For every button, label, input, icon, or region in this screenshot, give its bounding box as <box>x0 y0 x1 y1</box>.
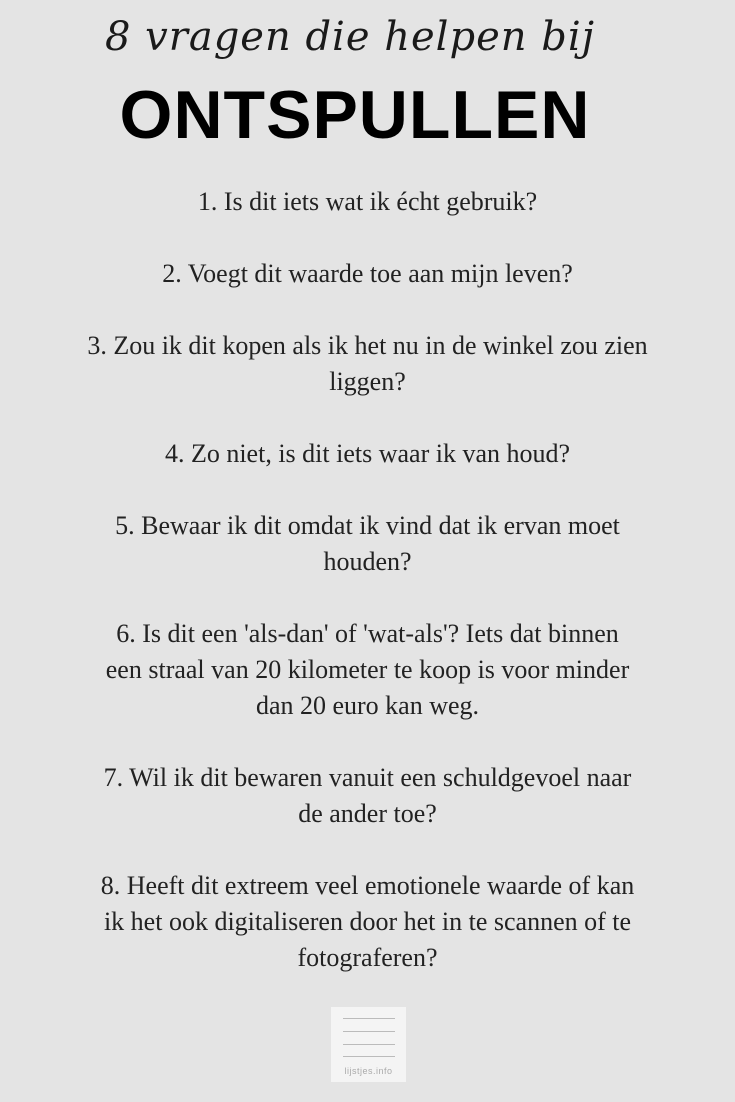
question-line: 3. Zou ik dit kopen als ik het nu in de winkel zou zien <box>87 331 648 360</box>
question-line: liggen? <box>329 367 406 396</box>
question-line: 5. Bewaar ik dit omdat ik vind dat ik ervan moet <box>115 511 620 540</box>
question-item <box>30 508 705 580</box>
question-line: 1. Is dit iets wat ik écht gebruik? <box>197 187 538 216</box>
logo-line <box>343 1056 395 1057</box>
logo-text: lijstjes.info <box>344 1066 393 1076</box>
logo <box>331 1007 406 1082</box>
question-item <box>30 616 705 724</box>
question-line: een straal van 20 kilometer te koop is voor minder <box>105 655 630 684</box>
question-line: dan 20 euro kan weg. <box>255 691 480 720</box>
question-item <box>30 760 705 832</box>
logo-line <box>343 1031 395 1032</box>
question-item <box>30 256 705 292</box>
question-line: 4. Zo niet, is dit iets waar ik van houd? <box>164 439 571 468</box>
question-line: ik het ook digitaliseren door het in te scannen of te <box>103 907 632 936</box>
question-line: houden? <box>323 547 412 576</box>
question-line: 7. Wil ik dit bewaren vanuit een schuldgevoel naar <box>103 763 632 792</box>
question-item <box>30 184 705 220</box>
question-line: de ander toe? <box>298 799 437 828</box>
question-line: 2. Voegt dit waarde toe aan mijn leven? <box>162 259 573 288</box>
question-item <box>30 436 705 472</box>
question-line: 8. Heeft dit extreem veel emotionele waarde of kan <box>100 871 635 900</box>
question-list <box>30 184 705 1012</box>
question-item <box>30 868 705 976</box>
question-item <box>30 328 705 400</box>
question-line: 6. Is dit een 'als-dan' of 'wat-als'? Iets dat binnen <box>116 619 619 648</box>
logo-line <box>343 1044 395 1045</box>
subtitle: 8 vragen die helpen bij <box>104 14 596 60</box>
page-title: ONTSPULLEN <box>119 77 591 153</box>
logo-line <box>343 1018 395 1019</box>
question-line: fotograferen? <box>297 943 438 972</box>
